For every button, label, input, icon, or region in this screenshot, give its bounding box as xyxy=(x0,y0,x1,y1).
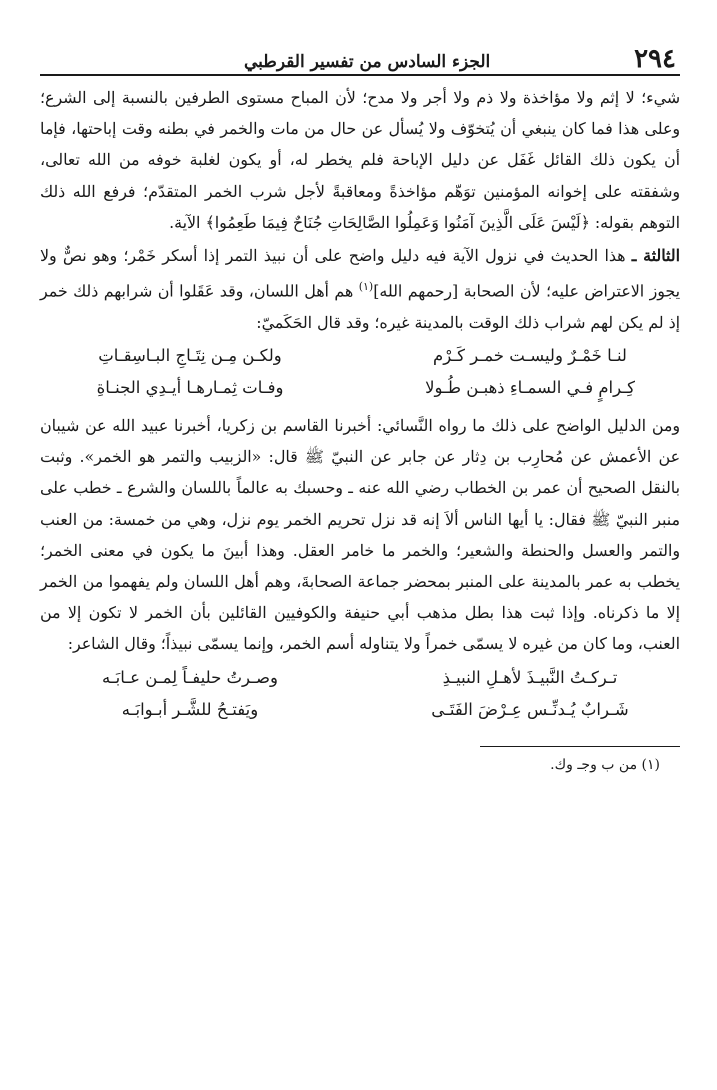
footnote-divider xyxy=(480,746,680,747)
book-page xyxy=(40,38,680,773)
verse-line xyxy=(60,372,660,404)
paragraph-3 xyxy=(40,410,680,660)
paragraph-2-text: هذا الحديث في نزول الآية فيه دليل واضح على أن نبيذ التمر إذا أسكر خَمْر؛ وهو نصٌّ ولا يجوز الاعتراض عليه؛ لأن الصحابة [رحمهم الله] xyxy=(40,246,680,301)
paragraph-3-text: ومن الدليل الواضح على ذلك ما رواه النَّسائي: أخبرنا القاسم بن زكريا، أخبرنا عبيد الله عن شيبان عن الأعمش عن مُحارِب بن دِثار عن جابر عن النبيّ ﷺ قال: «الزبيب والتمر هو الخمر». وثبت بالنقل الصحيح أن عمر بن الخطاب رضي الله عنه ـ وحسبك به عالماً باللسان والشرع ـ خطب على منبر النبيّ ﷺ فقال: يا أيها الناس ألاَ إنه قد نزل تحريم الخمر يوم نزل، وهي من خمسة: من العنب والتمر والعسل والحنطة والشعير؛ والخمر ما خامر العقل. وهذا أبينَ ما يكون في معنى الخمر؛ يخطب به عمر بالمدينة على المنبر بمحضر جماعة الصحابةَ، وهم أهل اللسان ولم يفهموا من الخمر إلا ما ذكرناه. وإذا ثبت هذا بطل مذهب أبي حنيفة والكوفيين القائلين بأن الخمر لا تكون إلا من العنب، وما كان من غيره لا يسمّى خمراً ولا يتناوله أسم الخمر، وإنما يسمّى نبيذاً؛ وقال الشاعر: xyxy=(40,415,680,654)
page-body xyxy=(40,82,680,773)
footnote: (١) من ب وجـ وك. xyxy=(550,756,660,773)
verse-first-hemistich: لنـا خَمْـرٌ وليسـت خمـر كَـرْم xyxy=(433,345,627,365)
paragraph-1 xyxy=(40,82,680,238)
verse-line xyxy=(60,694,660,726)
verse-line xyxy=(60,340,660,372)
verse-first-hemistich: كِـرامٍ فـي السمـاءِ ذهبـن طُـولا xyxy=(425,377,635,397)
verse-block-2 xyxy=(60,662,660,726)
verse-line xyxy=(60,662,660,694)
paragraph-2-text-after: هم أهل اللسان، وقد عَقَلوا أن شرابهم ذلك خمر إذ لم يكن لهم شراب ذلك الوقت بالمدينة غيره؛ وقد قال الحَكَميّ: xyxy=(40,281,680,332)
running-title: الجزء السادس من تفسير القرطبي xyxy=(244,52,491,72)
verse-first-hemistich: شَـرابٌ يُـدنِّـس عِـرْضَ الفَتَـى xyxy=(431,699,629,719)
verse-block-1 xyxy=(60,340,660,404)
verse-second-hemistich: ولكـن مِـن نِتَـاجِ البـاسِقـاتِ xyxy=(98,345,282,365)
verse-second-hemistich: ويَفتـحُ للشَّـر أبـوابَـه xyxy=(121,699,259,719)
verse-second-hemistich: وصـرتُ حليفـاً لِمـن عـابَـه xyxy=(102,667,278,687)
verse-first-hemistich: تـركـتُ النَّبيـذَ لأهـلِ النبيـذِ xyxy=(442,667,618,687)
paragraph-1-text: شيء؛ لا إثم ولا مؤاخذة ولا ذم ولا أجر ولا مدح؛ لأن المباح مستوى الطرفين بالنسبة إلى الشرع؛ وعلى هذا فما كان ينبغي أن يُتخوّف ولا يُسأل عن حال من مات والخمر في بطنه وقت إباحتها، فإما أن يكون ذلك القائل غَفَل عن دليل الإباحة فلم يخطر له، أو يكون لغلبة خوفه من الله تعالى، وشفقته على إخوانه المؤمنين توَهّم مؤاخذةً ومعاقبةً لأجل شرب الخمر المتقدّم؛ فرفع الله ذلك التوهم بقوله: ﴿لَيْسَ عَلَى الَّذِينَ آمَنُوا وَعَمِلُوا الصَّالِحَاتِ جُنَاحٌ فِيمَا طَعِمُوا﴾ الآية. xyxy=(40,88,680,232)
page-header xyxy=(40,38,680,76)
footnote-marker: (١) xyxy=(358,280,374,294)
page-number: ٢٩٤ xyxy=(634,44,676,74)
paragraph-2 xyxy=(40,240,680,338)
verse-second-hemistich: وفـات ثِمـارهـا أيـدِي الجنـاةِ xyxy=(96,377,284,397)
section-lead-third: الثالثة ـ xyxy=(631,246,680,266)
